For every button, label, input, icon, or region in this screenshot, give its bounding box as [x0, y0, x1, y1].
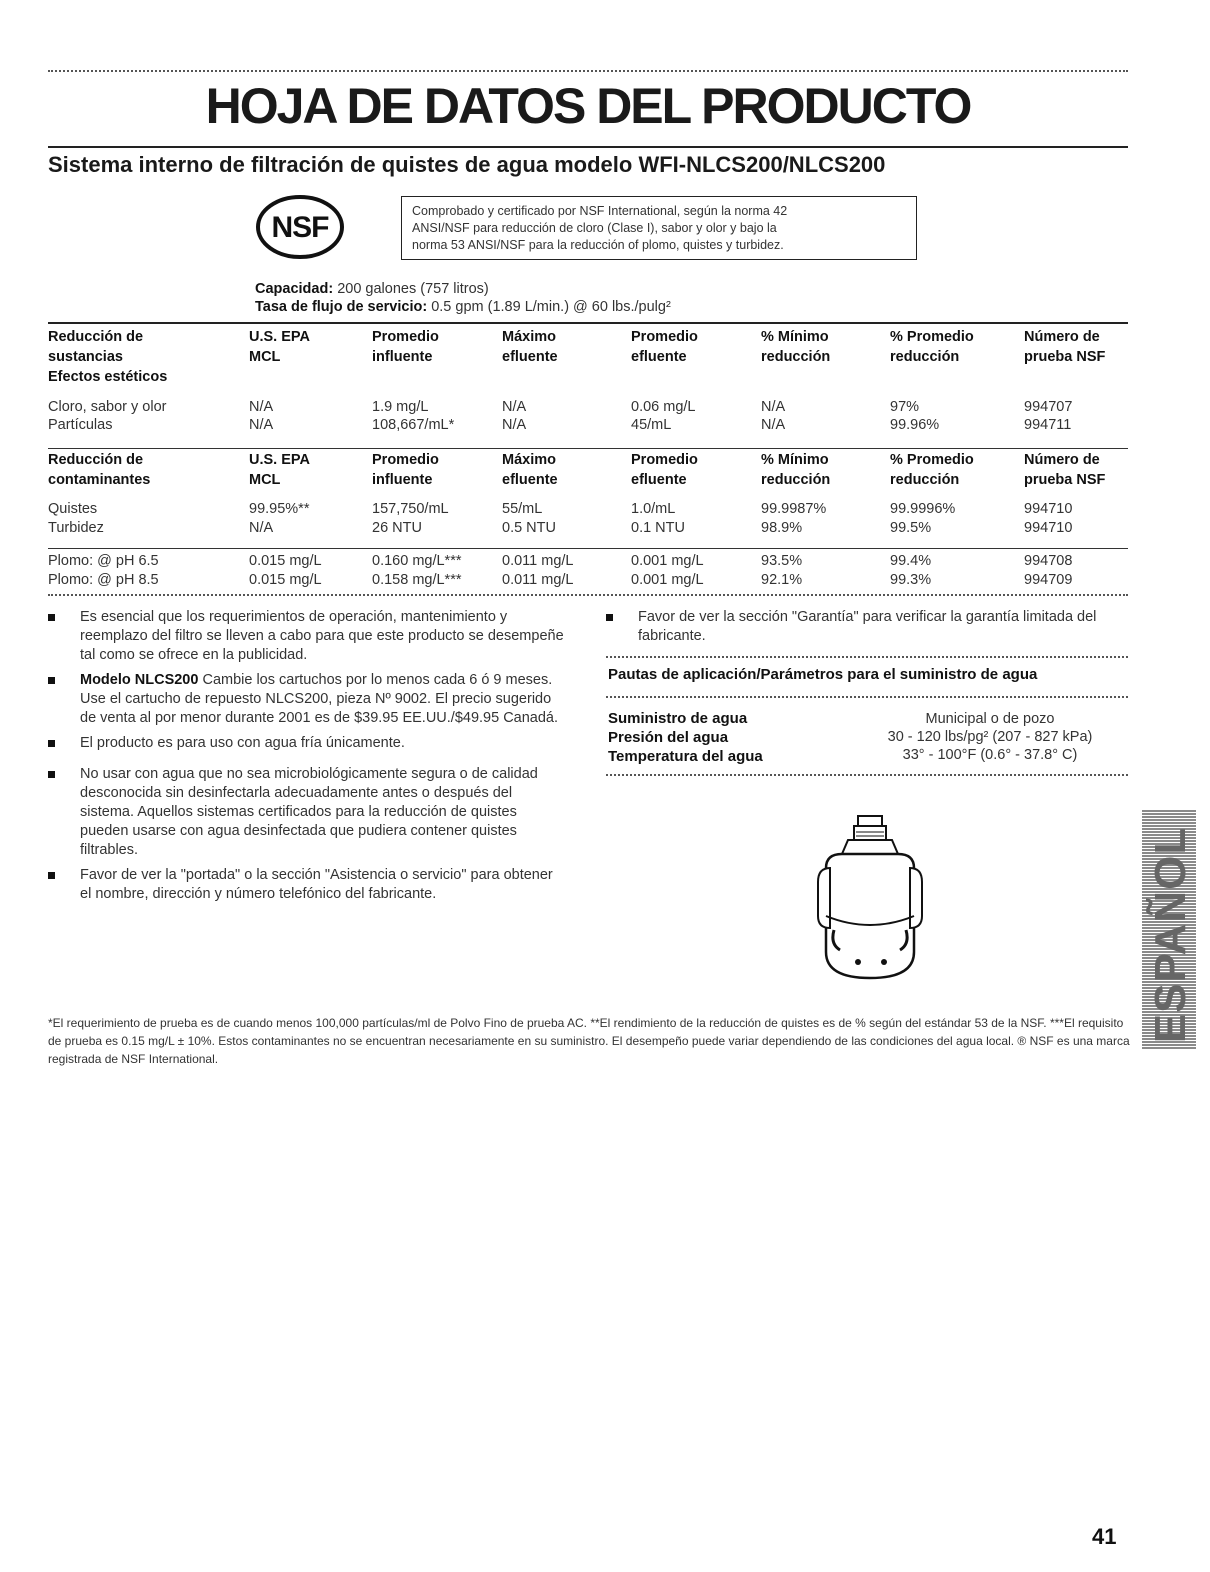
table-header-cell: Promedio — [372, 329, 439, 345]
side-language-label: ESPAÑOL — [1146, 826, 1195, 1044]
table-header-cell: contaminantes — [48, 472, 151, 488]
table-cell: 0.001 mg/L — [631, 553, 704, 569]
table-section-rule — [48, 448, 1128, 449]
table-cell: 1.0/mL — [631, 501, 676, 517]
table-header-cell: influente — [372, 349, 433, 365]
table-header-cell: reducción — [761, 472, 831, 488]
filter-cartridge-icon — [812, 812, 928, 982]
left-bullet-list — [48, 608, 568, 904]
supply-title: Pautas de aplicación/Parámetros para el suministro de agua — [608, 666, 1038, 683]
table-cell: 994710 — [1024, 520, 1073, 536]
table-cell: 0.160 mg/L*** — [372, 553, 462, 569]
table-header-cell: efluente — [502, 349, 558, 365]
cert-line: ANSI/NSF para reducción de cloro (Clase I), sabor y olor y bajo la — [412, 221, 777, 235]
table-header-cell: Promedio — [631, 452, 698, 468]
table-cell: 99.96% — [890, 417, 940, 433]
table-cell: Partículas — [48, 417, 113, 433]
table-header-cell: % Promedio — [890, 329, 974, 345]
supply-value: 33° - 100°F (0.6° - 37.8° C) — [902, 747, 1078, 763]
table-cell: 0.015 mg/L — [249, 572, 322, 588]
subtitle: Sistema interno de filtración de quistes de agua modelo WFI-NLCS200/NLCS200 — [48, 152, 886, 177]
table-header-cell: Número de — [1024, 452, 1100, 468]
page-title: HOJA DE DATOS DEL PRODUCTO — [205, 78, 971, 134]
table-cell: 994707 — [1024, 399, 1073, 415]
title-rule — [48, 146, 1128, 148]
bullet-item: Es esencial que los requerimientos de operación, mantenimiento y reemplazo del filtro se lleven a cabo para que este producto se desempeñe tal como se ofrece en la publicidad. — [48, 608, 568, 665]
table-cell: Plomo: @ pH 6.5 — [48, 553, 159, 569]
table-header-cell: U.S. EPA — [249, 329, 310, 345]
table-cell: Turbidez — [48, 520, 104, 536]
table-cell: N/A — [502, 399, 527, 415]
table-cell: 0.011 mg/L — [502, 572, 574, 588]
table-cell: N/A — [502, 417, 527, 433]
table-cell: 994710 — [1024, 501, 1073, 517]
table-header-cell: Efectos estéticos — [48, 369, 168, 385]
table-header-cell: Número de — [1024, 329, 1100, 345]
table-cell: 0.06 mg/L — [631, 399, 696, 415]
table-cell: N/A — [761, 399, 786, 415]
table-cell: 99.95%** — [249, 501, 310, 517]
supply-label: Suministro de agua — [608, 710, 748, 727]
bullet-square-icon — [48, 740, 55, 747]
table-cell: 0.158 mg/L*** — [372, 572, 462, 588]
table-header-cell: prueba NSF — [1024, 472, 1106, 488]
bullet-square-icon — [48, 771, 55, 778]
table-header-cell: reducción — [761, 349, 831, 365]
table-cell: N/A — [249, 399, 274, 415]
table-cell: Cloro, sabor y olor — [48, 399, 167, 415]
table-cell: 98.9% — [761, 520, 803, 536]
table-header-cell: Promedio — [372, 452, 439, 468]
capacity-line — [255, 280, 489, 298]
table-cell: N/A — [249, 520, 274, 536]
table-cell: 157,750/mL — [372, 501, 449, 517]
nsf-logo-icon — [254, 194, 346, 260]
table-header-cell: Máximo — [502, 452, 556, 468]
table-cell: 55/mL — [502, 501, 543, 517]
cert-line: norma 53 ANSI/NSF para la reducción of plomo, quistes y turbidez. — [412, 238, 784, 252]
table-cell: 0.011 mg/L — [502, 553, 574, 569]
capacity-label: Capacidad: — [255, 281, 334, 297]
table-header-cell: Reducción de — [48, 452, 144, 468]
table-cell: 0.5 NTU — [502, 520, 556, 536]
table-cell: N/A — [249, 417, 274, 433]
table-cell: 0.1 NTU — [631, 520, 685, 536]
table-cell: 26 NTU — [372, 520, 422, 536]
bullet-item: El producto es para uso con agua fría únicamente. — [48, 734, 568, 753]
page-number: 41 — [1092, 1524, 1117, 1549]
table-bottom-rule — [48, 594, 1128, 596]
table-header-cell: efluente — [631, 349, 687, 365]
nsf-logo-text: NSF — [271, 211, 329, 244]
table-cell: N/A — [761, 417, 786, 433]
footnote: *El requerimiento de prueba es de cuando menos 100,000 partículas/ml de Polvo Fino de prueba AC. **El rendimiento de la reducción de quistes es de % según del estándar 53 de la NSF. ***El requisito de prueba es 0.15 mg/L ± 10%. Estos contaminantes no se encuentran necesariamente en su suministro. El desempeño puede variar dependiendo de las condiciones del agua local. ® NSF es una marca registrada de NSF International. — [48, 1016, 1130, 1066]
table-cell: 1.9 mg/L — [372, 399, 429, 415]
table-header-cell: efluente — [502, 472, 558, 488]
bullet-square-icon — [606, 614, 613, 621]
table-header-cell: Reducción de — [48, 329, 144, 345]
table-header-cell: Promedio — [631, 329, 698, 345]
table-header-cell: reducción — [890, 349, 960, 365]
supply-top-rule — [606, 656, 1128, 658]
table-cell: 45/mL — [631, 417, 672, 433]
table-cell: 994711 — [1024, 417, 1072, 433]
bullet-item: Modelo NLCS200 Cambie los cartuchos por lo menos cada 6 ó 9 meses. Use el cartucho de repuesto NLCS200, pieza Nº 9002. El precio sugerido de venta al por menor durante 2001 es de $39.95 EE.UU./$49.95 Canadá. — [48, 671, 568, 728]
bullet-item: Favor de ver la "portada" o la sección "Asistencia o servicio" para obtener el nombre, dirección y número telefónico del fabricante. — [48, 866, 568, 904]
table-cell: 99.9987% — [761, 501, 827, 517]
table-cell: 108,667/mL* — [372, 417, 455, 433]
flow-line — [255, 298, 671, 316]
supply-value: Municipal o de pozo — [925, 711, 1055, 727]
top-dotted-rule — [48, 70, 1128, 72]
bullet-item: No usar con agua que no sea microbiológicamente segura o de calidad desconocida sin desinfectarla adecuadamente antes o después del sistema. Aquellos sistemas certificados para la reducción de quistes pueden usarse con agua desinfectada que pudiera contener quistes filtrables. — [48, 765, 568, 860]
certification-box — [401, 196, 917, 260]
table-cell: 994709 — [1024, 572, 1073, 588]
table-header-cell: influente — [372, 472, 433, 488]
table-cell: 92.1% — [761, 572, 803, 588]
supply-label: Temperatura del agua — [608, 748, 763, 765]
table-cell: 97% — [890, 399, 920, 415]
table-header-cell: MCL — [249, 349, 281, 365]
table-cell: 99.3% — [890, 572, 932, 588]
capacity-value: 200 galones (757 litros) — [333, 281, 489, 297]
supply-value: 30 - 120 lbs/pg² (207 - 827 kPa) — [887, 729, 1093, 745]
table-header-cell: reducción — [890, 472, 960, 488]
table-cell: 0.015 mg/L — [249, 553, 322, 569]
bullet-square-icon — [48, 677, 55, 684]
table-header-cell: efluente — [631, 472, 687, 488]
table-lead-rule — [48, 548, 1128, 549]
table-cell: 99.9996% — [890, 501, 956, 517]
table-cell: Plomo: @ pH 8.5 — [48, 572, 159, 588]
flow-label: Tasa de flujo de servicio: — [255, 299, 428, 315]
bullet-item: Favor de ver la sección "Garantía" para verificar la garantía limitada del fabricante. — [606, 608, 1126, 646]
table-header-cell: sustancias — [48, 349, 123, 365]
table-cell: 93.5% — [761, 553, 803, 569]
table-header-cell: U.S. EPA — [249, 452, 310, 468]
table-cell: 0.001 mg/L — [631, 572, 704, 588]
supply-mid-rule — [606, 696, 1128, 698]
table-cell: 994708 — [1024, 553, 1073, 569]
table-header-cell: % Mínimo — [761, 329, 829, 345]
table-cell: 99.4% — [890, 553, 932, 569]
right-bullet-list — [606, 608, 1126, 646]
table-top-rule — [48, 322, 1128, 324]
bullet-square-icon — [48, 872, 55, 879]
table-header-cell: MCL — [249, 472, 281, 488]
table-cell: 99.5% — [890, 520, 932, 536]
table-header-cell: % Promedio — [890, 452, 974, 468]
flow-value: 0.5 gpm (1.89 L/min.) @ 60 lbs./pulg² — [427, 299, 671, 315]
table-cell: Quistes — [48, 501, 98, 517]
supply-label: Presión del agua — [608, 729, 729, 746]
table-header-cell: prueba NSF — [1024, 349, 1106, 365]
table-header-cell: % Mínimo — [761, 452, 829, 468]
supply-bottom-rule — [606, 774, 1128, 776]
table-header-cell: Máximo — [502, 329, 556, 345]
bullet-square-icon — [48, 614, 55, 621]
cert-line: Comprobado y certificado por NSF International, según la norma 42 — [412, 204, 788, 218]
